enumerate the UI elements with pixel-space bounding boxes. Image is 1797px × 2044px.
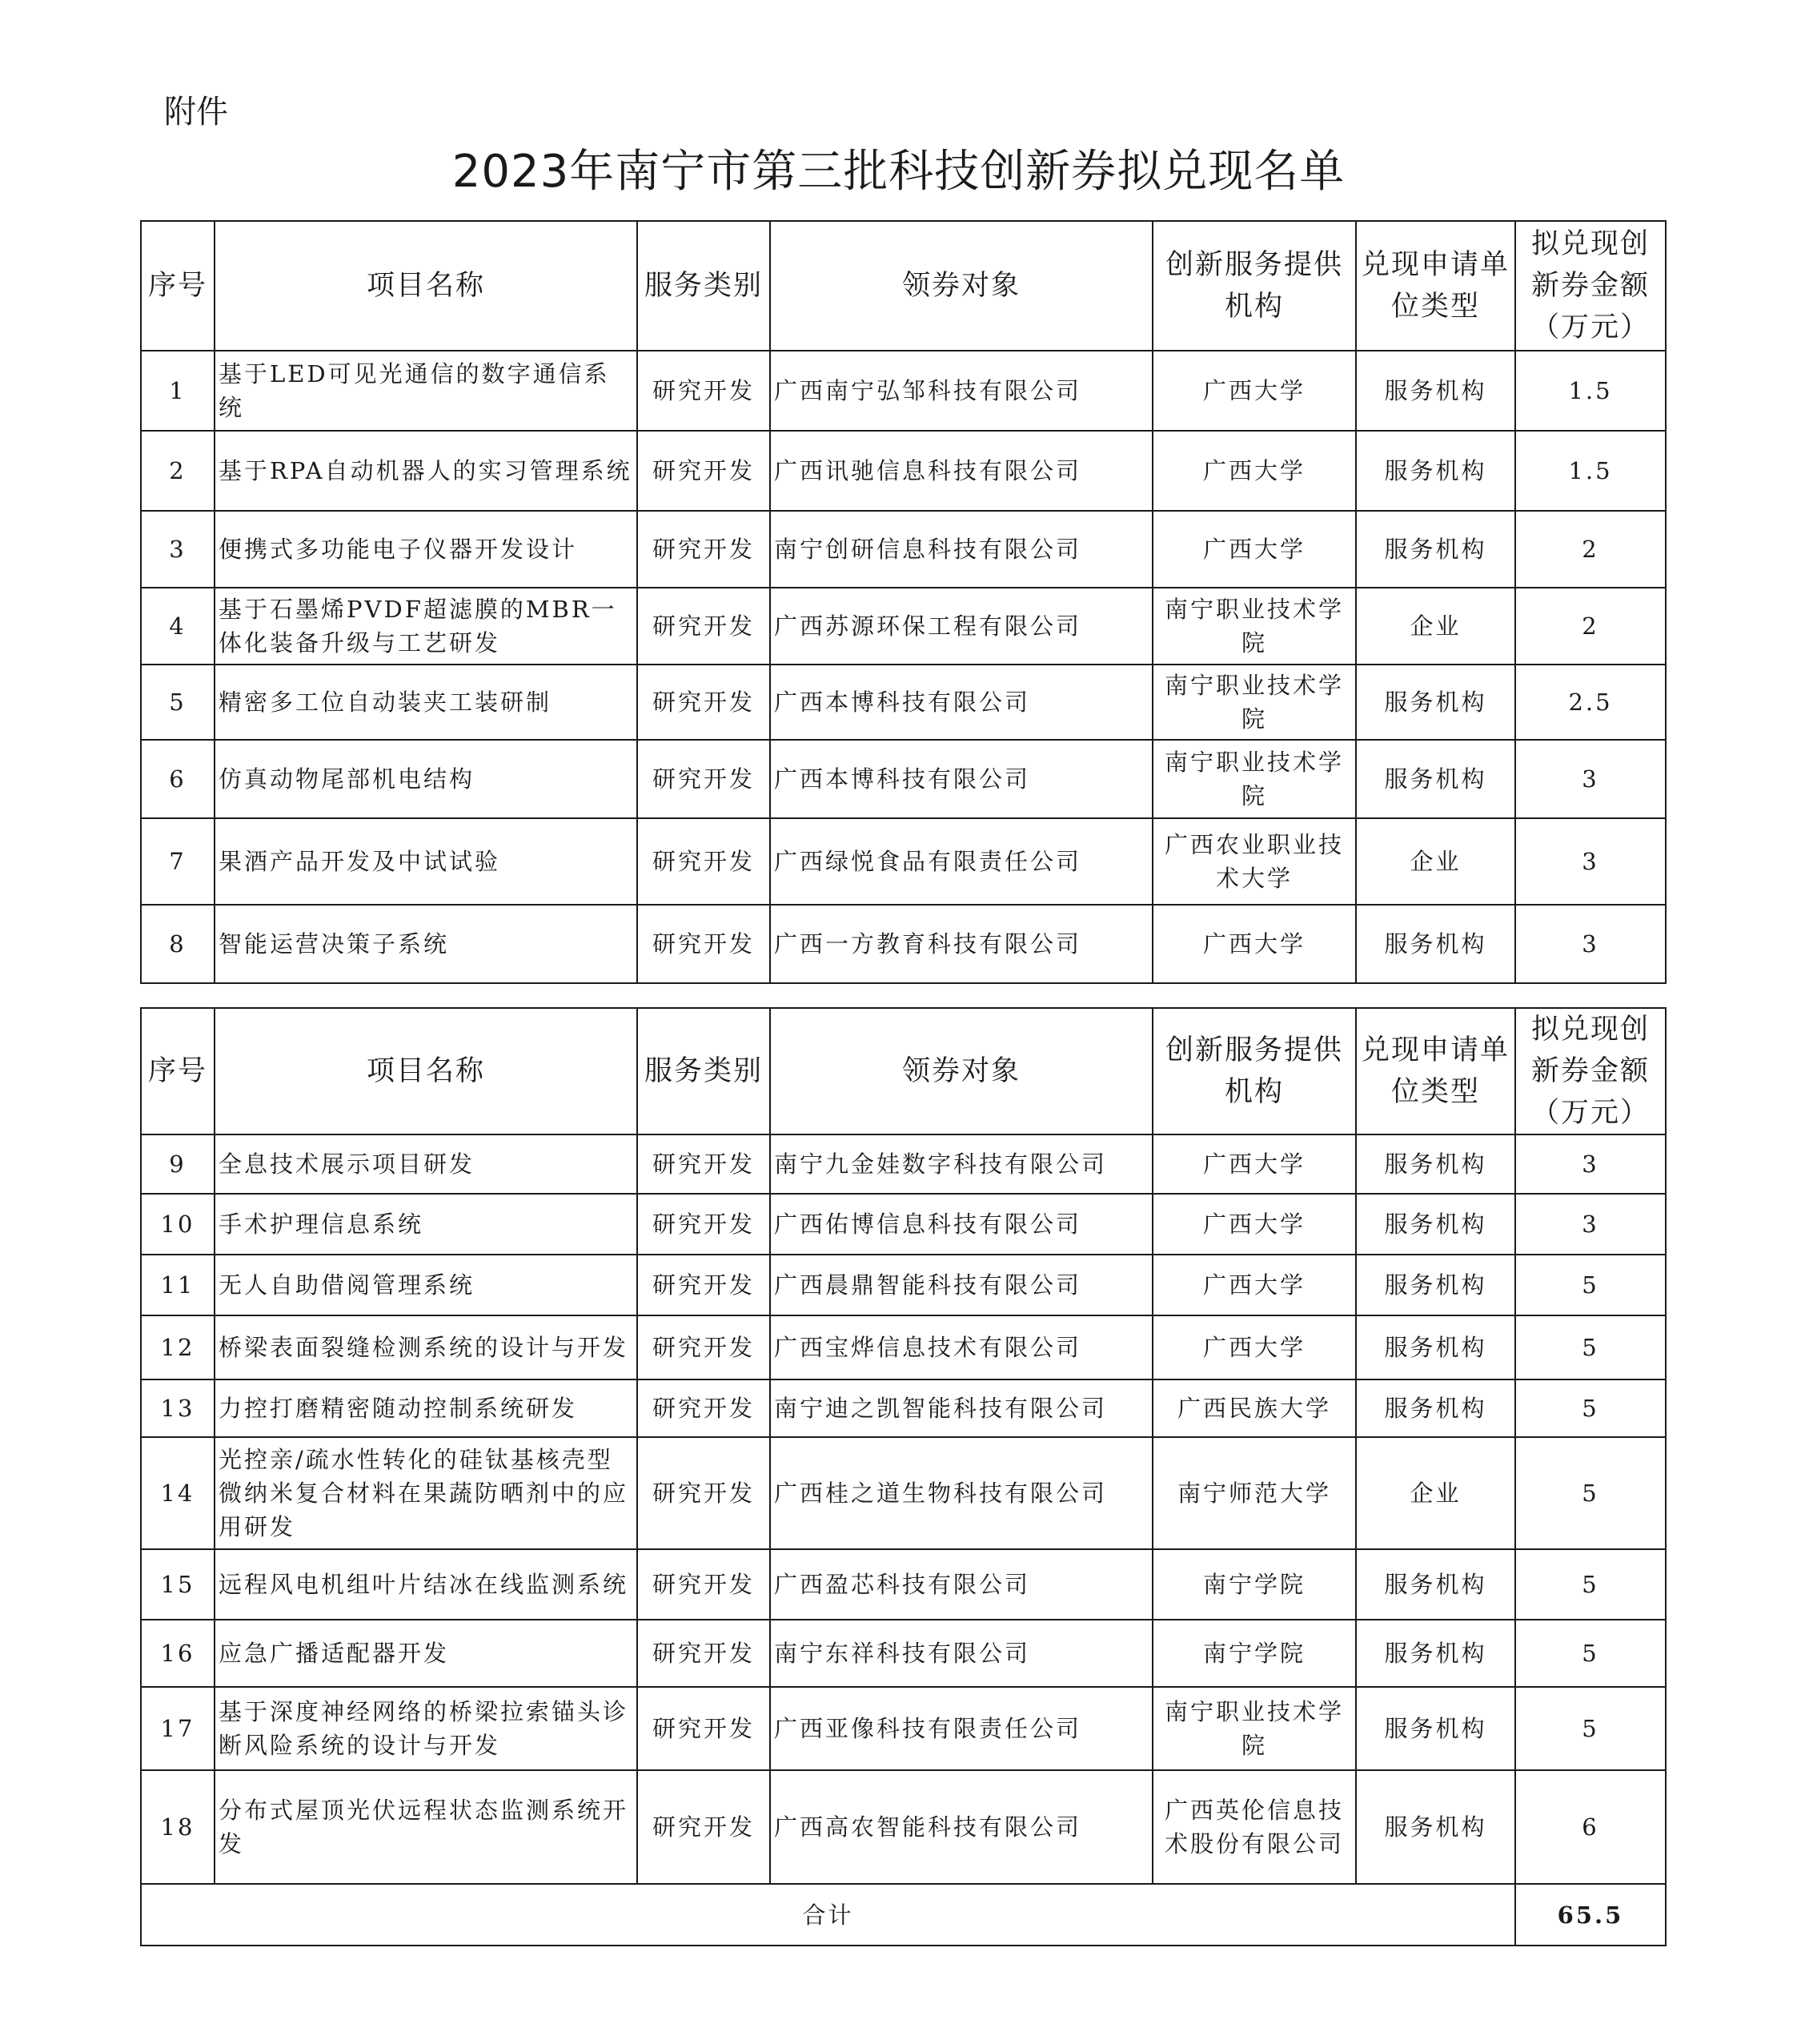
- cell-provider: 广西大学: [1153, 1134, 1356, 1194]
- cell-amount: 5: [1515, 1620, 1666, 1687]
- table-row: [141, 665, 1666, 740]
- cell-seq: 16: [141, 1620, 215, 1687]
- cell-applicant-type: 服务机构: [1356, 431, 1515, 511]
- cell-applicant-type: 服务机构: [1356, 905, 1515, 983]
- cell-applicant-type: 服务机构: [1356, 351, 1515, 431]
- cell-seq: 4: [141, 588, 215, 665]
- cell-recipient: 广西宝烨信息技术有限公司: [770, 1315, 1153, 1379]
- cell-seq: 13: [141, 1379, 215, 1437]
- cell-amount: 1.5: [1515, 351, 1666, 431]
- header-category: 服务类别: [637, 1008, 770, 1134]
- cell-applicant-type: 服务机构: [1356, 1194, 1515, 1255]
- cell-seq: 15: [141, 1549, 215, 1620]
- header-project: 项目名称: [215, 1008, 637, 1134]
- cell-category: 研究开发: [637, 818, 770, 905]
- header-applicant-type: 兑现申请单位类型: [1356, 221, 1515, 351]
- voucher-table-part-2: [140, 1007, 1667, 1946]
- total-value: 65.5: [1515, 1884, 1666, 1946]
- cell-recipient: 广西绿悦食品有限责任公司: [770, 818, 1153, 905]
- header-provider: 创新服务提供机构: [1153, 1008, 1356, 1134]
- cell-amount: 3: [1515, 1194, 1666, 1255]
- cell-applicant-type: 服务机构: [1356, 1620, 1515, 1687]
- table-row: [141, 588, 1666, 665]
- table-header-row: [141, 1008, 1666, 1134]
- cell-amount: 3: [1515, 818, 1666, 905]
- cell-category: 研究开发: [637, 1194, 770, 1255]
- table-row: [141, 905, 1666, 983]
- cell-project: 便携式多功能电子仪器开发设计: [215, 511, 637, 588]
- cell-category: 研究开发: [637, 1770, 770, 1884]
- cell-applicant-type: 服务机构: [1356, 511, 1515, 588]
- cell-project: 果酒产品开发及中试试验: [215, 818, 637, 905]
- cell-amount: 2: [1515, 588, 1666, 665]
- cell-recipient: 广西本博科技有限公司: [770, 740, 1153, 818]
- cell-seq: 9: [141, 1134, 215, 1194]
- cell-applicant-type: 企业: [1356, 1437, 1515, 1549]
- voucher-table-part-1: [140, 220, 1667, 984]
- cell-amount: 5: [1515, 1255, 1666, 1315]
- table-row: [141, 511, 1666, 588]
- cell-project: 全息技术展示项目研发: [215, 1134, 637, 1194]
- cell-seq: 5: [141, 665, 215, 740]
- cell-category: 研究开发: [637, 1255, 770, 1315]
- cell-project: 基于石墨烯PVDF超滤膜的MBR一体化装备升级与工艺研发: [215, 588, 637, 665]
- header-seq: 序号: [141, 221, 215, 351]
- cell-project: 基于LED可见光通信的数字通信系统: [215, 351, 637, 431]
- cell-category: 研究开发: [637, 905, 770, 983]
- cell-provider: 广西大学: [1153, 1255, 1356, 1315]
- cell-project: 精密多工位自动装夹工装研制: [215, 665, 637, 740]
- cell-provider: 南宁师范大学: [1153, 1437, 1356, 1549]
- cell-provider: 南宁职业技术学院: [1153, 665, 1356, 740]
- cell-provider: 南宁职业技术学院: [1153, 588, 1356, 665]
- cell-provider: 广西农业职业技术大学: [1153, 818, 1356, 905]
- cell-applicant-type: 服务机构: [1356, 1549, 1515, 1620]
- cell-category: 研究开发: [637, 740, 770, 818]
- header-applicant-type: 兑现申请单位类型: [1356, 1008, 1515, 1134]
- table-body-part-2: [141, 1134, 1666, 1884]
- cell-provider: 广西大学: [1153, 351, 1356, 431]
- cell-project: 力控打磨精密随动控制系统研发: [215, 1379, 637, 1437]
- cell-amount: 2: [1515, 511, 1666, 588]
- table-row: [141, 1549, 1666, 1620]
- cell-recipient: 广西佑博信息科技有限公司: [770, 1194, 1153, 1255]
- table-row: [141, 1255, 1666, 1315]
- cell-category: 研究开发: [637, 1379, 770, 1437]
- cell-project: 仿真动物尾部机电结构: [215, 740, 637, 818]
- cell-applicant-type: 服务机构: [1356, 1687, 1515, 1770]
- cell-provider: 南宁学院: [1153, 1620, 1356, 1687]
- cell-recipient: 南宁九金娃数字科技有限公司: [770, 1134, 1153, 1194]
- cell-project: 基于深度神经网络的桥梁拉索锚头诊断风险系统的设计与开发: [215, 1687, 637, 1770]
- cell-seq: 18: [141, 1770, 215, 1884]
- cell-recipient: 广西南宁弘邹科技有限公司: [770, 351, 1153, 431]
- cell-amount: 6: [1515, 1770, 1666, 1884]
- table-header-row: [141, 221, 1666, 351]
- cell-amount: 5: [1515, 1315, 1666, 1379]
- cell-category: 研究开发: [637, 1620, 770, 1687]
- header-project: 项目名称: [215, 221, 637, 351]
- cell-amount: 5: [1515, 1549, 1666, 1620]
- cell-category: 研究开发: [637, 351, 770, 431]
- cell-project: 应急广播适配器开发: [215, 1620, 637, 1687]
- cell-applicant-type: 服务机构: [1356, 740, 1515, 818]
- cell-recipient: 南宁创研信息科技有限公司: [770, 511, 1153, 588]
- cell-applicant-type: 服务机构: [1356, 1134, 1515, 1194]
- cell-seq: 12: [141, 1315, 215, 1379]
- cell-provider: 广西英伦信息技术股份有限公司: [1153, 1770, 1356, 1884]
- cell-project: 手术护理信息系统: [215, 1194, 637, 1255]
- cell-seq: 3: [141, 511, 215, 588]
- attachment-label: 附件: [164, 94, 228, 131]
- table-body-part-1: [141, 351, 1666, 983]
- cell-seq: 8: [141, 905, 215, 983]
- table-row: [141, 431, 1666, 511]
- cell-provider: 广西民族大学: [1153, 1379, 1356, 1437]
- cell-applicant-type: 服务机构: [1356, 1379, 1515, 1437]
- cell-provider: 南宁职业技术学院: [1153, 1687, 1356, 1770]
- cell-recipient: 广西晨鼎智能科技有限公司: [770, 1255, 1153, 1315]
- cell-recipient: 广西盈芯科技有限公司: [770, 1549, 1153, 1620]
- header-recipient: 领券对象: [770, 1008, 1153, 1134]
- table-row: [141, 818, 1666, 905]
- cell-recipient: 南宁迪之凯智能科技有限公司: [770, 1379, 1153, 1437]
- cell-provider: 广西大学: [1153, 1315, 1356, 1379]
- document-title: 2023年南宁市第三批科技创新券拟兑现名单: [451, 146, 1346, 198]
- total-row: [141, 1884, 1666, 1946]
- cell-recipient: 广西高农智能科技有限公司: [770, 1770, 1153, 1884]
- cell-recipient: 广西讯驰信息科技有限公司: [770, 431, 1153, 511]
- cell-seq: 1: [141, 351, 215, 431]
- cell-applicant-type: 服务机构: [1356, 1315, 1515, 1379]
- header-recipient: 领券对象: [770, 221, 1153, 351]
- cell-applicant-type: 企业: [1356, 818, 1515, 905]
- cell-category: 研究开发: [637, 588, 770, 665]
- cell-provider: 广西大学: [1153, 1194, 1356, 1255]
- cell-category: 研究开发: [637, 665, 770, 740]
- cell-provider: 广西大学: [1153, 511, 1356, 588]
- cell-seq: 6: [141, 740, 215, 818]
- cell-amount: 5: [1515, 1687, 1666, 1770]
- table-row: [141, 1770, 1666, 1884]
- cell-category: 研究开发: [637, 431, 770, 511]
- cell-applicant-type: 企业: [1356, 588, 1515, 665]
- cell-category: 研究开发: [637, 1437, 770, 1549]
- table-row: [141, 1194, 1666, 1255]
- header-amount: 拟兑现创新券金额（万元）: [1515, 221, 1666, 351]
- table-row: [141, 1134, 1666, 1194]
- cell-seq: 7: [141, 818, 215, 905]
- cell-recipient: 广西苏源环保工程有限公司: [770, 588, 1153, 665]
- cell-project: 智能运营决策子系统: [215, 905, 637, 983]
- cell-provider: 南宁学院: [1153, 1549, 1356, 1620]
- table-row: [141, 740, 1666, 818]
- cell-applicant-type: 服务机构: [1356, 665, 1515, 740]
- cell-provider: 广西大学: [1153, 905, 1356, 983]
- cell-seq: 17: [141, 1687, 215, 1770]
- cell-project: 远程风电机组叶片结冰在线监测系统: [215, 1549, 637, 1620]
- table-row: [141, 1687, 1666, 1770]
- cell-applicant-type: 服务机构: [1356, 1770, 1515, 1884]
- cell-seq: 11: [141, 1255, 215, 1315]
- table-row: [141, 1315, 1666, 1379]
- cell-category: 研究开发: [637, 1549, 770, 1620]
- cell-amount: 3: [1515, 905, 1666, 983]
- cell-amount: 2.5: [1515, 665, 1666, 740]
- cell-recipient: 广西桂之道生物科技有限公司: [770, 1437, 1153, 1549]
- cell-project: 桥梁表面裂缝检测系统的设计与开发: [215, 1315, 637, 1379]
- table-row: [141, 1379, 1666, 1437]
- header-seq: 序号: [141, 1008, 215, 1134]
- table-row: [141, 351, 1666, 431]
- cell-provider: 南宁职业技术学院: [1153, 740, 1356, 818]
- cell-project: 无人自助借阅管理系统: [215, 1255, 637, 1315]
- cell-recipient: 广西亚像科技有限责任公司: [770, 1687, 1153, 1770]
- cell-amount: 5: [1515, 1379, 1666, 1437]
- cell-seq: 2: [141, 431, 215, 511]
- cell-project: 光控亲/疏水性转化的硅钛基核壳型微纳米复合材料在果蔬防晒剂中的应用研发: [215, 1437, 637, 1549]
- cell-seq: 10: [141, 1194, 215, 1255]
- cell-amount: 5: [1515, 1437, 1666, 1549]
- cell-project: 分布式屋顶光伏远程状态监测系统开发: [215, 1770, 637, 1884]
- cell-amount: 3: [1515, 740, 1666, 818]
- cell-category: 研究开发: [637, 1315, 770, 1379]
- cell-recipient: 广西本博科技有限公司: [770, 665, 1153, 740]
- header-amount: 拟兑现创新券金额（万元）: [1515, 1008, 1666, 1134]
- cell-applicant-type: 服务机构: [1356, 1255, 1515, 1315]
- cell-amount: 1.5: [1515, 431, 1666, 511]
- header-category: 服务类别: [637, 221, 770, 351]
- cell-project: 基于RPA自动机器人的实习管理系统: [215, 431, 637, 511]
- table-row: [141, 1620, 1666, 1687]
- table-row: [141, 1437, 1666, 1549]
- cell-recipient: 广西一方教育科技有限公司: [770, 905, 1153, 983]
- cell-category: 研究开发: [637, 1134, 770, 1194]
- total-label: 合计: [141, 1884, 1515, 1946]
- cell-seq: 14: [141, 1437, 215, 1549]
- cell-recipient: 南宁东祥科技有限公司: [770, 1620, 1153, 1687]
- header-provider: 创新服务提供机构: [1153, 221, 1356, 351]
- cell-provider: 广西大学: [1153, 431, 1356, 511]
- cell-amount: 3: [1515, 1134, 1666, 1194]
- cell-category: 研究开发: [637, 511, 770, 588]
- cell-category: 研究开发: [637, 1687, 770, 1770]
